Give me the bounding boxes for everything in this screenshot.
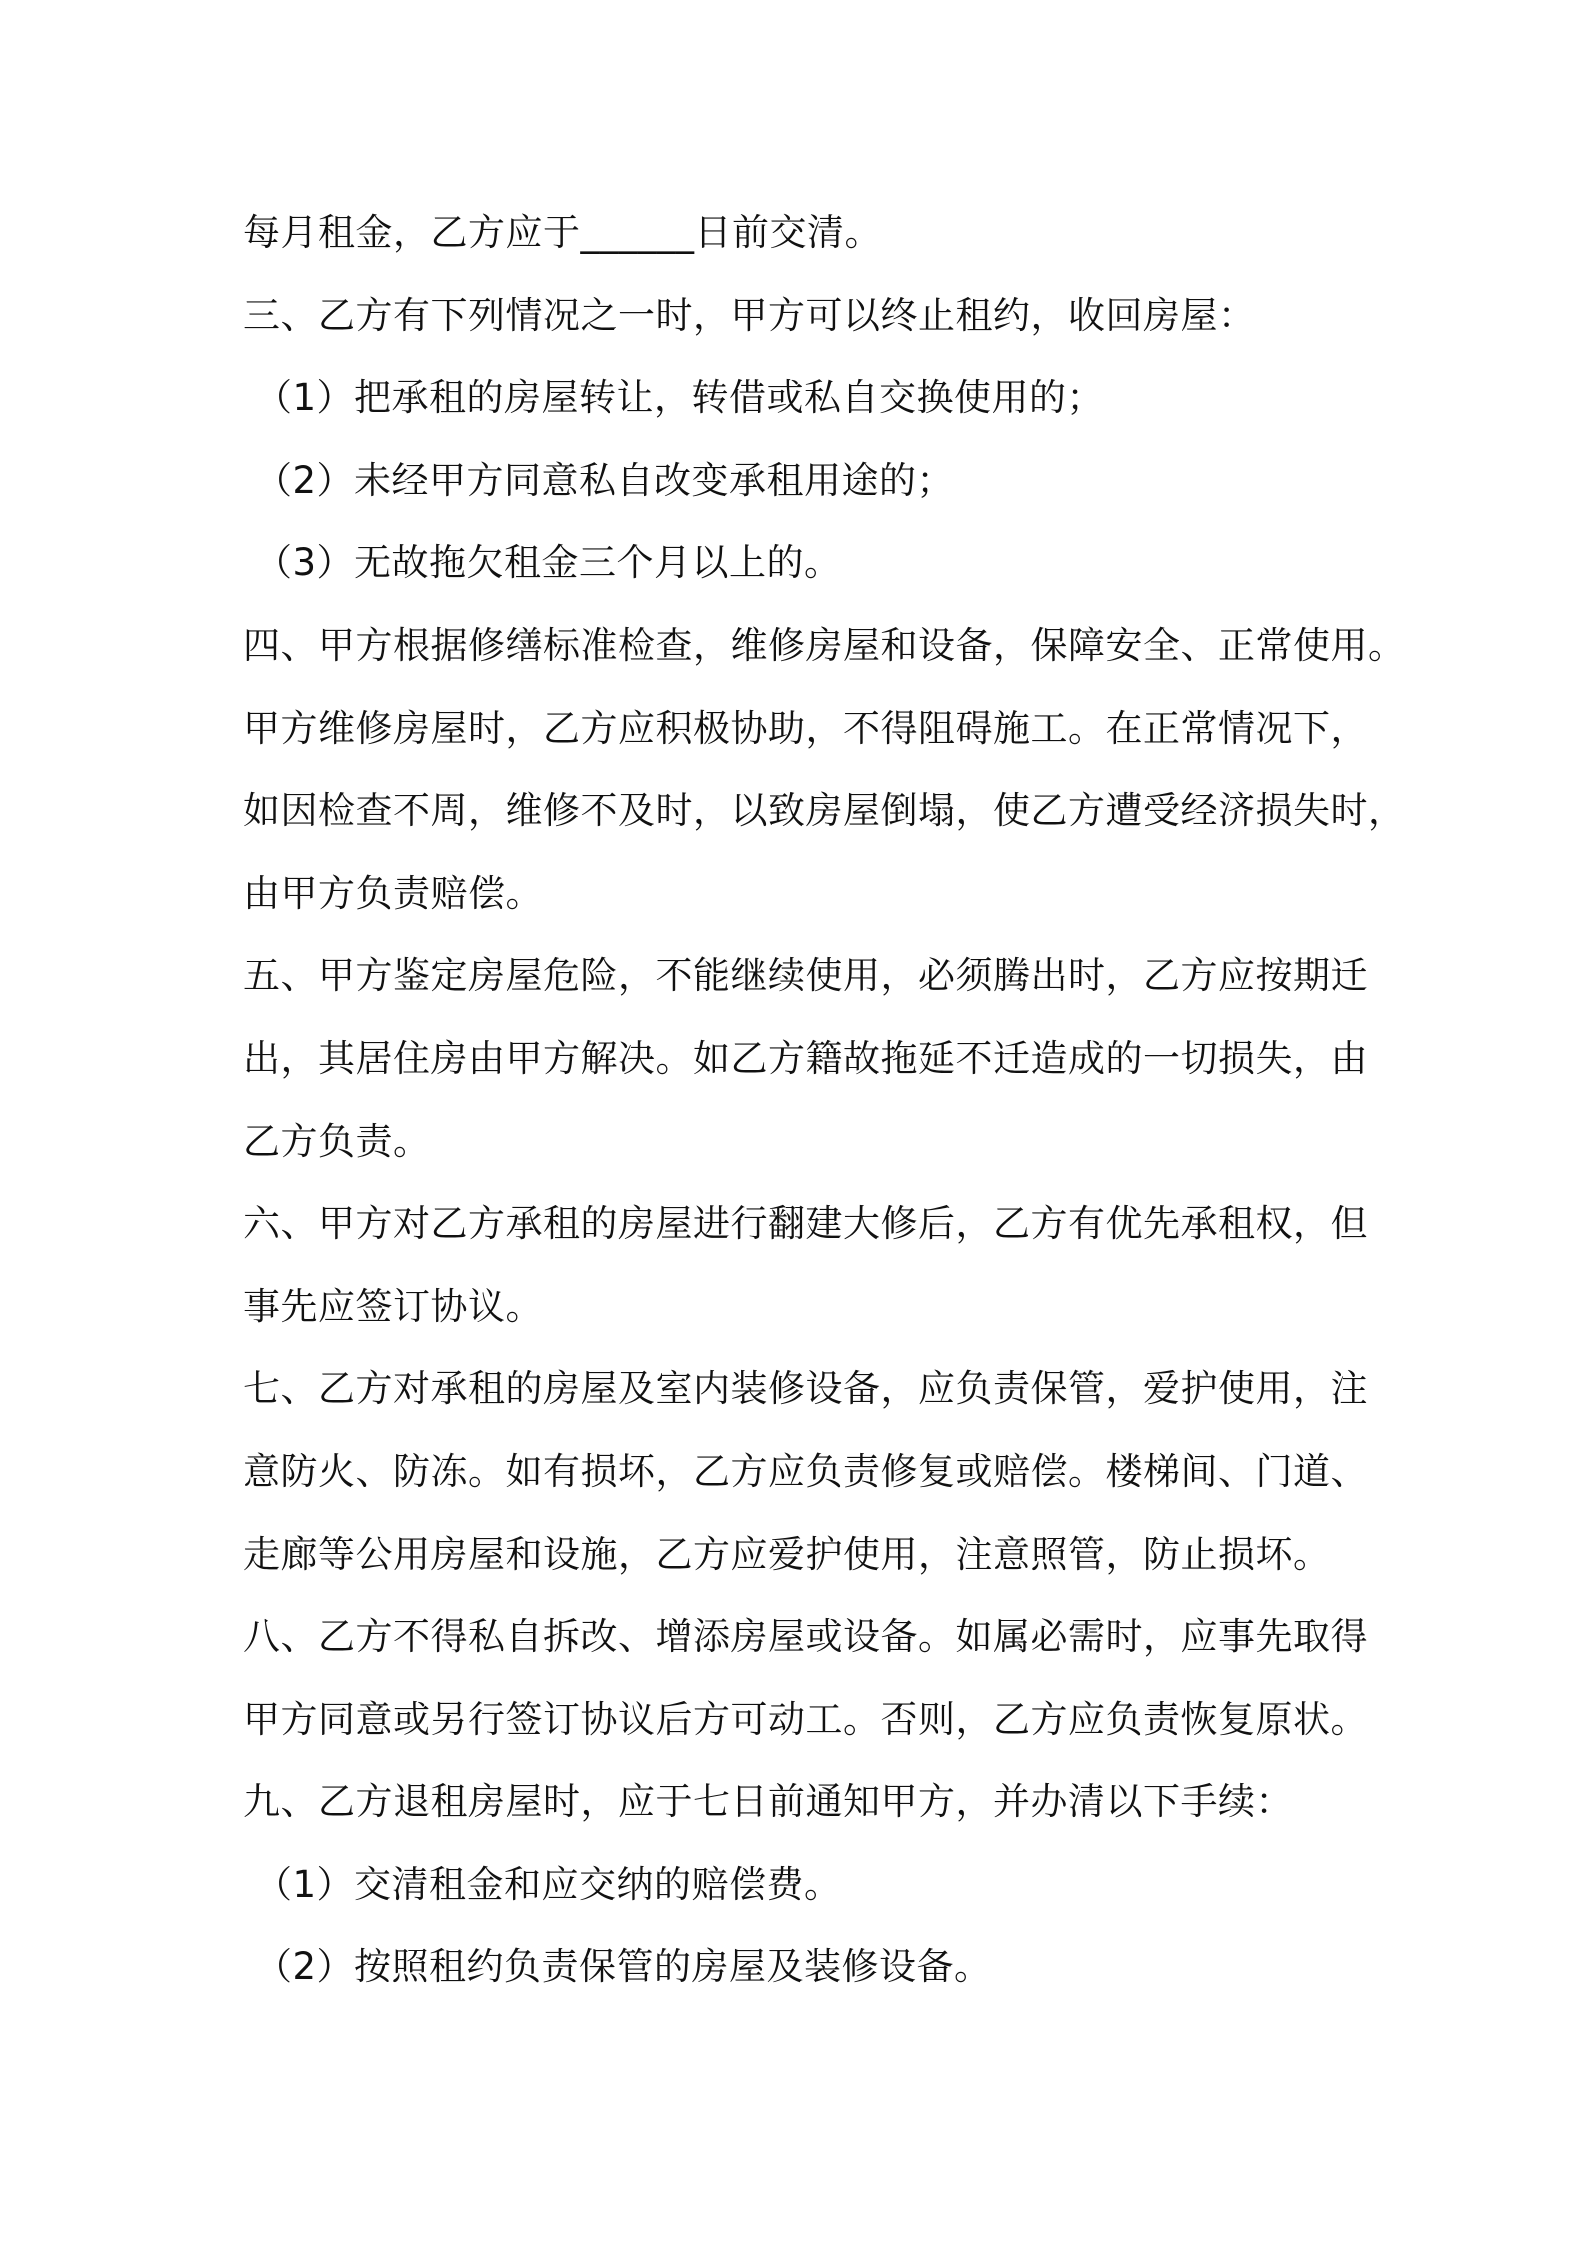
text-line: 事先应签订协议。	[243, 1284, 543, 1328]
clause-heading: 九、乙方退租房屋时，应于七日前通知甲方，并办清以下手续：	[243, 1780, 1293, 1824]
text-line: 由甲方负责赔偿。	[243, 871, 543, 915]
clause-heading: 五、甲方鉴定房屋危险，不能继续使用，必须腾出时，乙方应按期迁	[243, 954, 1368, 998]
text-line: 走廊等公用房屋和设施，乙方应爱护使用，注意照管，防止损坏。	[243, 1532, 1331, 1576]
text-line: 乙方负责。	[243, 1119, 431, 1163]
list-item: （3）无故拖欠租金三个月以上的。	[255, 541, 842, 585]
clause-heading: 三、乙方有下列情况之一时，甲方可以终止租约，收回房屋：	[243, 293, 1256, 337]
text-line: 每月租金，乙方应于______日前交清。	[243, 211, 882, 254]
text-line: 甲方维修房屋时，乙方应积极协助，不得阻碍施工。在正常情况下，	[243, 706, 1368, 750]
list-item: （2）按照租约负责保管的房屋及装修设备。	[255, 1945, 992, 1989]
clause-heading: 八、乙方不得私自拆改、增添房屋或设备。如属必需时，应事先取得	[243, 1615, 1368, 1659]
clause-heading: 六、甲方对乙方承租的房屋进行翻建大修后，乙方有优先承租权，但	[243, 1202, 1368, 1246]
text-line: 出，其居住房由甲方解决。如乙方籍故拖延不迁造成的一切损失，由	[243, 1036, 1368, 1080]
clause-heading: 七、乙方对承租的房屋及室内装修设备，应负责保管，爱护使用，注	[243, 1367, 1368, 1411]
list-item: （2）未经甲方同意私自改变承租用途的；	[255, 458, 955, 502]
text-line: 如因检查不周，维修不及时，以致房屋倒塌，使乙方遭受经济损失时，	[243, 789, 1406, 833]
list-item: （1）把承租的房屋转让，转借或私自交换使用的；	[255, 376, 1105, 420]
document-body	[243, 192, 1406, 2009]
text-line: 意防火、防冻。如有损坏，乙方应负责修复或赔偿。楼梯间、门道、	[243, 1449, 1368, 1493]
clause-heading: 四、甲方根据修缮标准检查，维修房屋和设备，保障安全、正常使用。	[243, 623, 1406, 667]
list-item: （1）交清租金和应交纳的赔偿费。	[255, 1862, 842, 1906]
text-line: 甲方同意或另行签订协议后方可动工。否则，乙方应负责恢复原状。	[243, 1697, 1368, 1741]
